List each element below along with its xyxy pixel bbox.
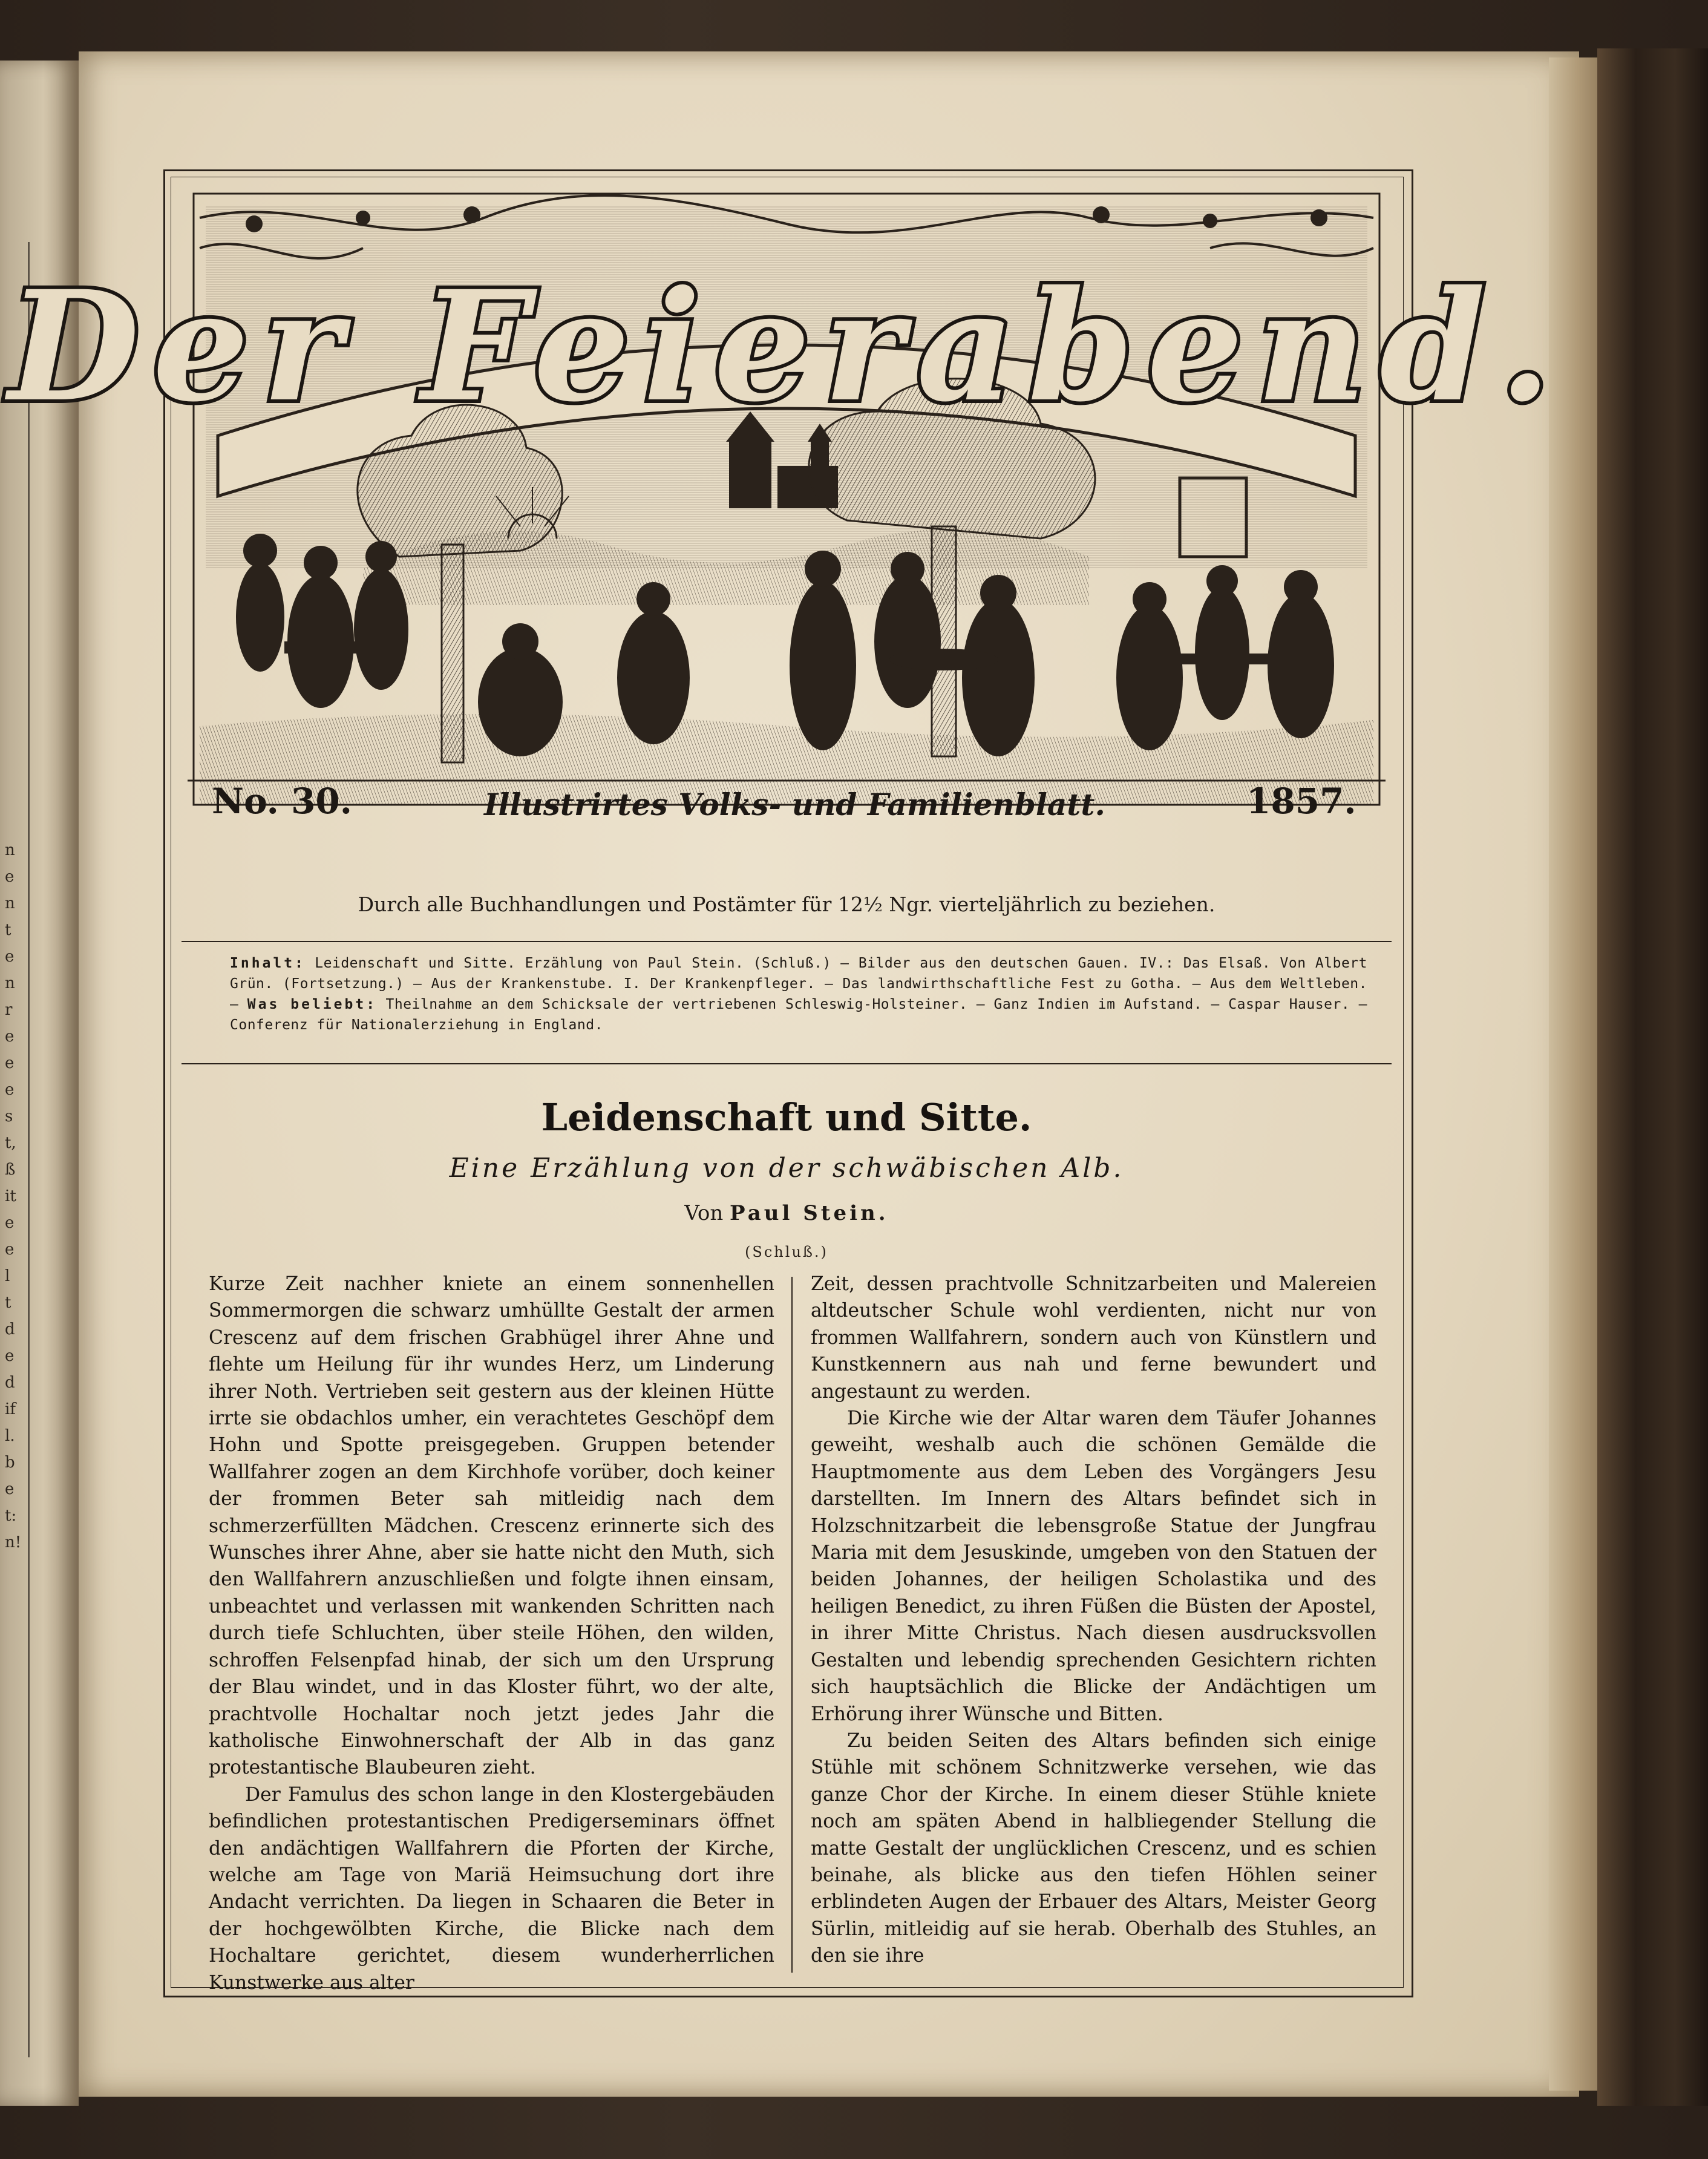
issue-number: No. 30. — [212, 781, 352, 822]
paragraph: Zu beiden Seiten des Altars befinden sich einige Stühle mit schönem Schnitzwerke versehen, wie das ganze Chor der Kirche. In einem dieser Stühle kniete noch am späten Abend in halbliegender Stellung die matte Gestalt der unglücklichen Crescenz, und es schien beinahe, als blicke aus den tiefen Höhlen seiner erblindeten Augen der Erbauer des Altars, Meister Georg Sürlin, mitleidig auf sie herab. Oberhalb des Stuhles, an den sie ihre — [811, 1729, 1376, 1967]
paragraph: Die Kirche wie der Altar waren dem Täufer Johannes geweiht, weshalb auch die schönen Gemälde die Hauptmomente aus dem Leben des Vorgängers Jesu darstellten. Im Innern des Altars befindet sich in Holzschnitzarbeit die lebensgroße Statue der Jungfrau Maria mit dem Jesuskinde, umgeben von den Statuen der beiden Johannes, der heiligen Scholastika und des heiligen Benedict, zu ihren Füßen die Büsten der Apostel, in ihrer Mitte Christus. Nach diesen ausdrucksvollen Gestalten und lebendig sprechenden Gesichtern richten sich hauptsächlich die Blicke der Andächtigen um Erhörung ihrer Wünsche und Bitten. — [811, 1407, 1376, 1725]
article-part: (Schluß.) — [745, 1243, 828, 1260]
issue-year: 1857. — [1246, 781, 1356, 822]
distribution-note: Durch alle Buchhandlungen und Postämter für 12½ Ngr. vierteljährlich zu beziehen. — [358, 893, 1216, 916]
article-column-right — [811, 1271, 1376, 1970]
left-page-margin-fragment: n — [5, 974, 15, 992]
left-page-margin-fragment: e — [5, 1054, 15, 1072]
masthead-title-text: Der Feierabend. — [8, 257, 1565, 435]
left-page-margin-fragment: if — [5, 1400, 16, 1418]
article-column-left — [209, 1271, 774, 1996]
left-page-margin-fragment: s — [5, 1107, 13, 1125]
left-page-margin-fragment: e — [5, 1081, 15, 1099]
paragraph: Zeit, dessen prachtvolle Schnitzarbeiten und Malereien altdeutscher Schule wohl verdienten, nicht nur von frommen Wallfahrern, sondern auch von Künstlern und Kunstkennern aus nah und ferne bewundert und angestaunt zu werden. — [811, 1273, 1376, 1403]
left-page-margin-fragment: t — [5, 1294, 11, 1312]
left-page-margin-fragment: e — [5, 1214, 15, 1232]
left-page-margin-fragment: e — [5, 948, 15, 966]
left-page-margin-fragment: r — [5, 1001, 13, 1019]
left-page-margin-fragment: n — [5, 841, 15, 859]
left-page-margin-fragment: t: — [5, 1507, 17, 1525]
masthead-title — [8, 248, 1565, 466]
left-page-margin-fragment: n! — [5, 1533, 22, 1551]
rule-above-contents — [182, 941, 1392, 942]
people-group-left — [236, 534, 408, 708]
byline-prefix: Von — [684, 1201, 724, 1225]
left-page-margin-fragment: e — [5, 868, 15, 886]
masthead-subtitle: Illustrirtes Volks- und Familienblatt. — [484, 787, 1105, 822]
left-page-margin-fragment: t, — [5, 1134, 16, 1152]
left-page-margin-fragment: t — [5, 921, 11, 939]
left-page-margin-fragment: b — [5, 1453, 15, 1472]
table-of-contents — [230, 953, 1367, 1035]
paragraph: Der Famulus des schon lange in den Klostergebäuden befindlichen protestantischen Predigerseminars öffnet den andächtigen Wallfahrern die Pforten der Kirche, welche am Tage von Mariä Heimsuchung dort ihre Andacht verrichten. Da liegen in Schaaren die Beter in der hochgewölbten Kirche, die Blicke nach dem Hochaltare gerichtet, diesem wunderherrlichen Kunstwerke aus alter — [209, 1783, 774, 1994]
contents-text-2: Theilnahme an dem Schicksale der vertriebenen Schleswig-Holsteiner. — Ganz Indien im Aufstand. — Caspar Hauser. — Conferenz für Nationalerziehung in England. — [230, 997, 1367, 1033]
contents-label: Inhalt: — [230, 955, 306, 971]
contents-text: Leidenschaft und Sitte. Erzählung von Paul Stein. (Schluß.) — Bilder aus den deutschen Gauen. IV.: Das Elsaß. Von Albert Grün. (Fortsetzung.) — Aus der Krankenstube. I. Der Krankenpfleger. — Das landwirthschaftliche Fest zu Gotha. — Aus dem Weltleben. — — [230, 955, 1367, 1012]
masthead-banner — [200, 775, 1404, 829]
left-page-column-rule — [28, 242, 30, 2057]
rule-below-contents — [182, 1063, 1392, 1064]
left-page-margin-fragment: it — [5, 1187, 16, 1205]
left-page-margin-fragment: e — [5, 1027, 15, 1046]
left-page-margin-fragment: l — [5, 1267, 10, 1285]
article-title: Leidenschaft und Sitte. — [541, 1095, 1032, 1139]
left-page-margin-fragment: e — [5, 1347, 15, 1365]
left-page-margin-fragment: e — [5, 1240, 15, 1259]
byline-author: Paul Stein. — [730, 1201, 889, 1225]
article-byline — [182, 1201, 1392, 1225]
left-page-margin-fragment: n — [5, 894, 15, 912]
left-page-margin-fragment: d — [5, 1374, 15, 1392]
left-page-margin-fragment: l. — [5, 1427, 15, 1445]
left-page-margin-fragment: ß — [5, 1161, 16, 1179]
paragraph: Kurze Zeit nachher kniete an einem sonnenhellen Sommermorgen die schwarz umhüllte Gestalt der armen Crescenz auf dem frischen Grabhügel ihrer Ahne und flehte um Heilung für ihr wundes Herz, um Linderung ihrer Noth. Vertrieben seit gestern aus der kleinen Hütte irrte sie obdachlos umher, ein verachtetes Geschöpf dem Hohn und Spotte preisgegeben. Gruppen betender Wallfahrer zogen an dem Kirchhofe vorüber, doch keiner der frommen Beter sah mitleidig nach dem schmerzerfüllten Mädchen. Crescenz erinnerte sich des Wunsches ihrer Ahne, aber sie hatte nicht den Muth, sich den Wallfahrern anzuschließen und folgte ihnen einsam, unbeachtet und verlassen mit wankenden Schritten nach durch tiefe Schluchten, über steile Höhen, den wilden, schroffen Felsenpfad hinab, der sich um den Ursprung der Blau windet, und in das Kloster führt, wo der alte, prachtvolle Hochaltar noch jetzt jedes Jahr die katholische Einwohnerschaft der Alb in das ganz protestantische Blaubeuren zieht. — [209, 1273, 774, 1779]
left-page-margin-fragment: e — [5, 1480, 15, 1498]
book-spine — [1597, 48, 1708, 2106]
left-page-margin-fragment: d — [5, 1320, 15, 1338]
column-divider — [791, 1277, 793, 1973]
article-subtitle: Eine Erzählung von der schwäbischen Alb. — [449, 1153, 1124, 1184]
contents-label-2: Was beliebt: — [247, 997, 378, 1012]
